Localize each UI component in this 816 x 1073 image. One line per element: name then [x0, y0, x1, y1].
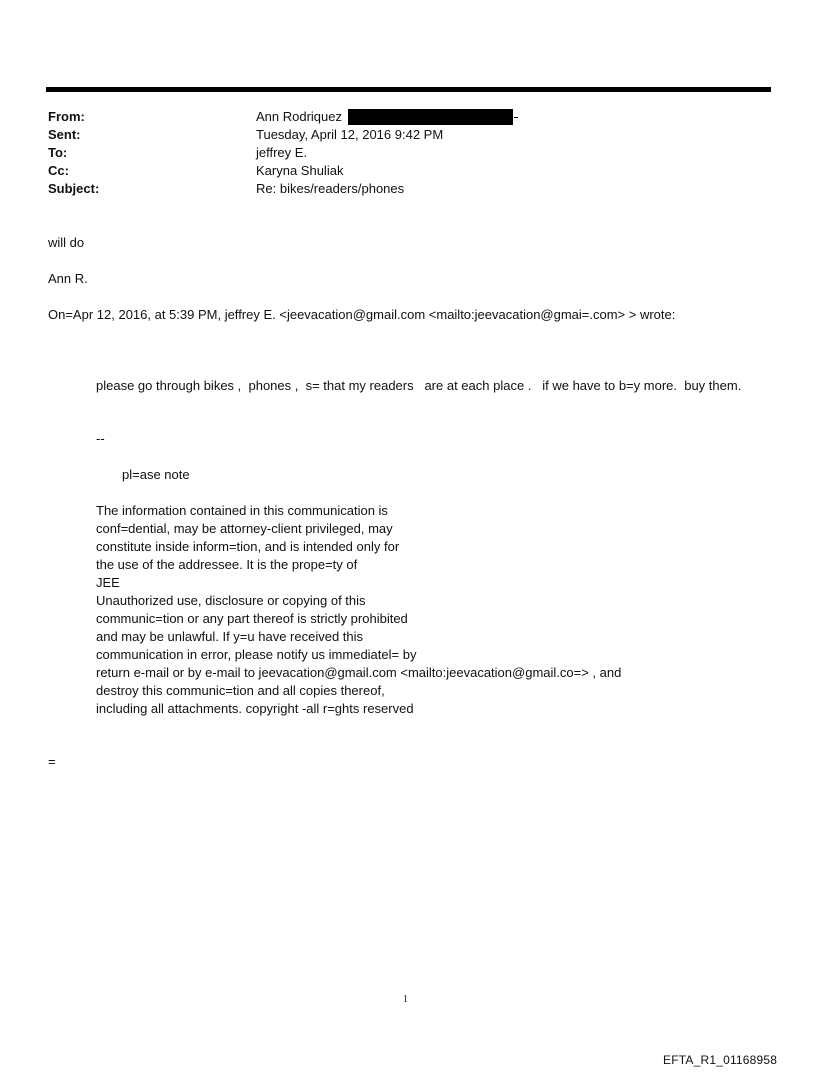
sent-label: Sent: — [48, 127, 81, 142]
disclaimer-line: communication in error, please notify us immediatel= by — [96, 647, 417, 662]
trailing-char: = — [48, 754, 56, 769]
to-row — [48, 144, 748, 162]
disclaimer-line: and may be unlawful. If y=u have received this — [96, 629, 364, 644]
disclaimer-line: the use of the addressee. It is the prope=ty of — [96, 557, 358, 572]
subject-value: Re: bikes/readers/phones — [256, 181, 405, 196]
quoted-message: please go through bikes , phones , s= that my readers are at each place . if we have to b=y more. buy them. — [96, 378, 742, 393]
signature-separator: -- — [96, 431, 105, 446]
disclaimer-line: conf=dential, may be attorney-client privileged, may — [96, 521, 393, 536]
from-row — [48, 108, 748, 126]
subject-row — [48, 180, 748, 198]
please-note: pl=ase note — [122, 467, 190, 482]
cc-row — [48, 162, 748, 180]
disclaimer-line: The information contained in this communication is — [96, 503, 388, 518]
cc-value: Karyna Shuliak — [256, 163, 344, 178]
disclaimer-line: communic=tion or any part thereof is strictly prohibited — [96, 611, 408, 626]
quote-intro: On=Apr 12, 2016, at 5:39 PM, jeffrey E. <jeevacation@gmail.com <mailto:jeevacation@gmai=.com> > wrote: — [48, 307, 676, 322]
disclaimer-line: Unauthorized use, disclosure or copying of this — [96, 593, 366, 608]
from-value-wrap — [256, 108, 518, 126]
email-header — [48, 108, 748, 198]
disclaimer-line: return e-mail or by e-mail to jeevacation@gmail.com <mailto:jeevacation@gmail.co=> , and — [96, 665, 622, 680]
to-label: To: — [48, 145, 68, 160]
disclaimer-line: JEE — [96, 575, 120, 590]
cc-label: Cc: — [48, 163, 69, 178]
to-value: jeffrey E. — [256, 145, 308, 160]
sent-value: Tuesday, April 12, 2016 9:42 PM — [256, 127, 444, 142]
redaction-block — [348, 109, 513, 125]
sent-row — [48, 126, 748, 144]
from-value: Ann Rodriquez — [256, 109, 342, 124]
header-rule — [46, 87, 771, 92]
page-number: 1 — [403, 994, 408, 1005]
disclaimer-line: destroy this communic=tion and all copies thereof, — [96, 683, 385, 698]
bates-number: EFTA_R1_01168958 — [663, 1053, 778, 1067]
disclaimer-line: including all attachments. copyright -all r=ghts reserved — [96, 701, 414, 716]
subject-label: Subject: — [48, 181, 100, 196]
signature: Ann R. — [48, 271, 88, 286]
from-label: From: — [48, 109, 85, 124]
disclaimer-line: constitute inside inform=tion, and is intended only for — [96, 539, 400, 554]
disclaimer — [96, 502, 621, 718]
redaction-tail — [514, 117, 518, 118]
reply-text: will do — [48, 235, 85, 250]
